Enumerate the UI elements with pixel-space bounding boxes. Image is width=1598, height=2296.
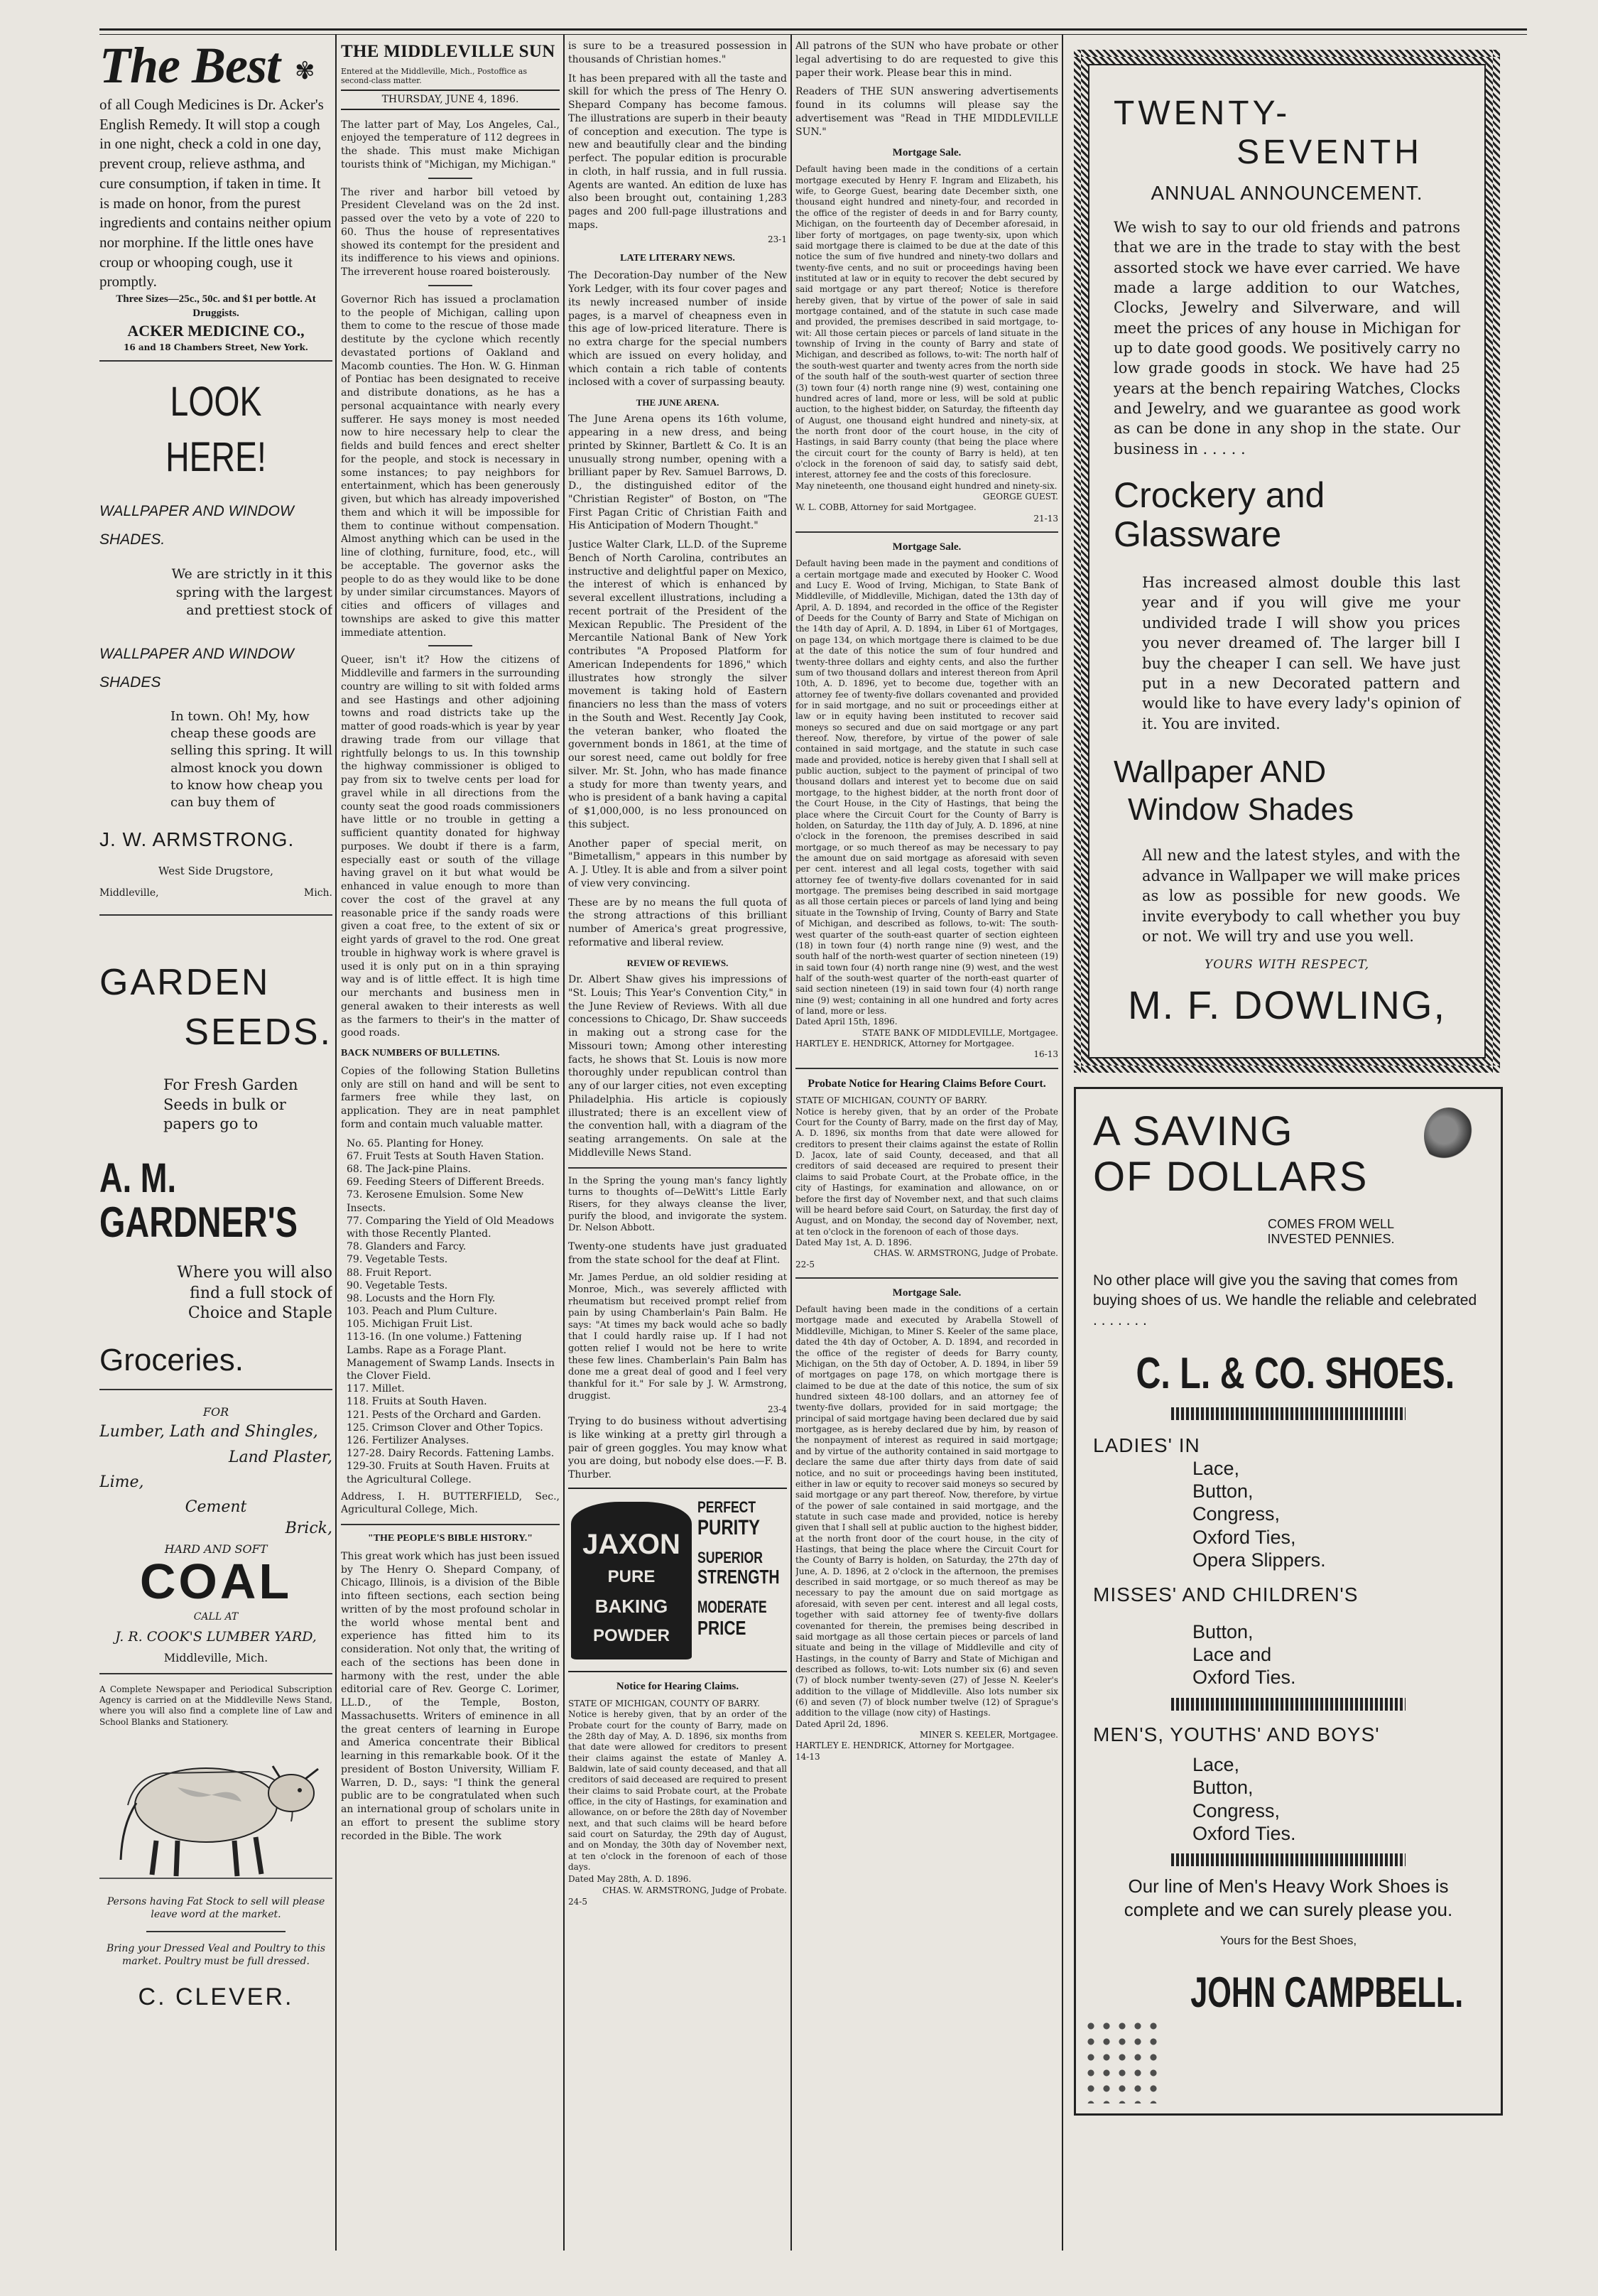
cook-lumber-yard: J. R. COOK'S LUMBER YARD,: [115, 1628, 317, 1645]
bulletin-item: 118. Fruits at South Haven.: [347, 1396, 487, 1408]
best-title: The Best: [99, 37, 280, 94]
wallpaper-heading-2: WALLPAPER AND WINDOW SHADES: [99, 646, 294, 691]
bird-icon: [1424, 1108, 1474, 1164]
divider: [795, 531, 1058, 533]
bulletin-item: 77. Comparing the Yield of Old Meadows with those Recently Planted.: [347, 1215, 555, 1240]
mortgage-sale-date-3: Dated April 2d, 1896.: [795, 1718, 889, 1729]
col-divider-2: [563, 34, 565, 2251]
coal-heading: COAL: [139, 1553, 293, 1609]
dollars-heading: OF DOLLARS: [1093, 1153, 1369, 1200]
column-2: [341, 34, 560, 2272]
call-at-label: CALL AT: [193, 1610, 239, 1623]
armstrong-state: Mich.: [303, 887, 332, 899]
jaxon-ad: [568, 1488, 787, 1672]
strength-label: STRENGTH: [697, 1566, 780, 1588]
moderate-label: MODERATE: [697, 1598, 767, 1618]
wallpaper-heading: Wallpaper AND: [1114, 754, 1327, 789]
hearing-claims-text: Notice is hereby given, that by an order of the Probate court for the county of Barry, made on the 28th day of May, A. D. 1896, six months from that date were allowed for creditors to present their claims against the estate of Manley A. Baldwin, late of said county deceased, and that all creditors of said deceased are required to present their claims to said Probate court, at the Probate office, in the city of Hastings, for examination and allowance, on or before the 28th day of November next, and that such claims will be heard before said court on Saturday, the 29th day of August, and on Monday, the 30th day of November next, at ten o'clock in the forenoon of each of those days.: [568, 1709, 787, 1873]
price-label: PRICE: [697, 1616, 746, 1639]
hearing-claims-state: STATE OF MICHIGAN, COUNTY OF BARRY.: [568, 1699, 760, 1709]
probate-text: Notice is hereby given, that by an order of the Probate Court for the County of Barry, made on the first day of May, A. D. 1896, six months from that date were allowed for creditors to present their claims against the estate of Rollin D. Jacox, late of said County, deceased, and that all creditors of said deceased are required to present their claims to said Probate Court, at the Probate office, in the city of Hastings, for examination and allowance, on or before the first day of November next, and that such claims will be heard before said Court, on Saturday, the first day of August, and on Monday, the second day of November, next, at ten o'clock in the forenoon of each of those days.: [795, 1106, 1058, 1237]
mortgage-sale-attorney-2: HARTLEY E. HENDRICK, Attorney for Mortgagee.: [795, 1039, 1015, 1049]
notice-number: 14-13: [795, 1751, 820, 1762]
shoe-style: Oxford Ties,: [1192, 1526, 1296, 1548]
notice-number: 22-5: [795, 1259, 815, 1269]
shoe-style: Button,: [1192, 1620, 1254, 1642]
dowling-ad-inner: [1088, 64, 1486, 1058]
garden-heading: GARDEN: [99, 961, 271, 1003]
grapes-ornament: [1083, 2018, 1161, 2103]
acker-address: 16 and 18 Chambers Street, New York.: [123, 342, 308, 352]
gardner-name: GARDNER'S: [99, 1198, 298, 1247]
agency-text: A Complete Newspaper and Periodical Subscription Agency is carried on at the Middleville News Stand, where you will also find a complete line of Law and School Blanks and Stationery.: [99, 1684, 332, 1727]
cl-shoes-heading: C. L. & CO. SHOES.: [1136, 1348, 1455, 1398]
mortgage-sale-mortgagee-3: MINER S. KEELER, Mortgagee.: [919, 1730, 1058, 1740]
mortgage-sale-heading-3: Mortgage Sale.: [892, 1287, 962, 1299]
bulletin-item: 90. Vegetable Tests.: [347, 1279, 448, 1292]
bulletin-item: 73. Kerosene Emulsion. Some New Insects.: [347, 1189, 523, 1214]
hearing-claims-dated: Dated May 28th, A. D. 1896.: [568, 1873, 692, 1884]
no-other-place-text: No other place will give you the saving that comes from buying shoes of us. We handle the reliable and celebrated . . . . . . .: [1093, 1272, 1477, 1329]
bulletin-item: 69. Feeding Steers of Different Breeds.: [347, 1176, 545, 1188]
divider: [341, 1524, 560, 1525]
dowling-name: M. F. DOWLING,: [1128, 982, 1446, 1028]
bulletin-item: 98. Locusts and the Horn Fly.: [347, 1292, 496, 1304]
bulletin-item: 125. Crimson Clover and Other Topics.: [347, 1422, 543, 1434]
review-heading: REVIEW OF REVIEWS.: [626, 957, 729, 968]
mortgage-sale-attorney-3: HARTLEY E. HENDRICK, Attorney for Mortgagee.: [795, 1740, 1015, 1751]
probate-dated: Dated May 1st, A. D. 1896.: [795, 1237, 912, 1247]
bulletins-heading: BACK NUMBERS OF BULLETINS.: [341, 1048, 500, 1059]
maple-leaf-icon: ✾: [295, 57, 315, 85]
plaster-text: Land Plaster,: [228, 1448, 332, 1466]
perfect-label: PERFECT: [697, 1498, 756, 1516]
shoe-style: Lace and: [1192, 1643, 1272, 1665]
wallpaper-heading-1: WALLPAPER AND WINDOW SHADES.: [99, 503, 294, 548]
notice-number: 24-5: [568, 1896, 587, 1907]
probate-signature: CHAS. W. ARMSTRONG, Judge of Probate.: [874, 1248, 1058, 1259]
wallpaper-text: All new and the latest styles, and with the advance in Wallpaper we will make prices as low as possible for new goods. We invite everybody to call whether you buy or not. We will try and use you well.: [1142, 847, 1460, 945]
gardner-initials: A. M.: [99, 1155, 177, 1202]
glassware-heading: Glassware: [1114, 514, 1282, 555]
purity-label: PURITY: [697, 1516, 761, 1540]
lumber-text: Lumber, Lath and Shingles,: [99, 1423, 318, 1441]
seventh-heading: SEVENTH: [1236, 134, 1423, 171]
literary-news-text: The Decoration-Day number of the New York Ledger, with its four cover pages and its newly increased number of inside pages, is a marvel of cheapness even in this age of low-priced literature. There is no extra charge for the special numbers which are issued on every holiday, and which contain a rich table of contents inclosed with a cover of surpassing beauty.: [568, 270, 787, 389]
shoe-style: Oxford Ties.: [1192, 1667, 1296, 1689]
for-label: FOR: [202, 1404, 229, 1419]
mortgage-sale-heading-1: Mortgage Sale.: [892, 147, 962, 159]
mortgage-sale-date-1: May nineteenth, one thousand eight hundred and ninety-six.: [795, 480, 1058, 491]
best-text: of all Cough Medicines is Dr. Acker's English Remedy. It will stop a cough in one night, check a cold in one day, prevent croup, relieve asthma, and cure consumption, if taken in time. It is made on honor, from the purest ingredients and contains neither opium nor morphine. If the little ones have croup or whooping cough, use it promptly.: [99, 96, 332, 291]
twenty-heading: TWENTY-: [1114, 94, 1291, 132]
bulletin-item: 105. Michigan Fruit List.: [347, 1318, 473, 1331]
early-risers-text: In the Spring the young man's fancy lightly turns to thoughts of—DeWitt's Little Early Risers, for they always cleanse the liver, purify the blood, and invigorate the system. Dr. Nelson Abbott.: [568, 1175, 787, 1234]
look-here: LOOK HERE!: [165, 378, 266, 480]
divider: [1171, 1853, 1406, 1866]
acker-company: ACKER MEDICINE CO.,: [127, 322, 305, 340]
fat-stock-text: Persons having Fat Stock to sell will please leave word at the market.: [107, 1895, 325, 1920]
dowling-intro: We wish to say to our old friends and patrons that we are in the trade to stay with the best assorted stock we have ever carried. We have made a large addition to our Watches, Clocks, Jewelry and Silverware, and will meet the prices of any house in Michigan for up to date good goods. We positively carry no low grade goods in stock. We have had 25 years at the bench repairing Watches, Clocks and Jewelry, and we guarantee as good work as can be done in any shop in the state. Our business in . . . . .: [1114, 219, 1460, 457]
jaxon-powder: POWDER: [593, 1625, 670, 1645]
mortgage-sale-mortgagee-1: GEORGE GUEST.: [982, 492, 1058, 502]
column-4: [795, 34, 1058, 2272]
hearing-claims-signature: CHAS. W. ARMSTRONG, Judge of Probate.: [602, 1885, 787, 1895]
col-divider-4: [1062, 34, 1063, 2251]
bulletin-item: No. 65. Planting for Honey.: [347, 1137, 484, 1149]
article-river-harbor: The river and harbor bill vetoed by President Cleveland was on the 2d inst. passed over the veto by a vote of 220 to 60. Thus the house of representatives showed its contempt for the president and its indifference to his views and opinions. The irreverent house roared boisterously.: [341, 186, 560, 278]
shoe-style: Button,: [1192, 1777, 1254, 1799]
divider: [99, 1389, 332, 1390]
divider: [428, 178, 472, 179]
crockery-text: Has increased almost double this last year and if you will give me your undivided trade I will show you prices you never dreamed of. The larger bill I buy the cheaper I can sell. We have just put in a new Decorated pattern and would like to have every lady's opinion of it. You are invited.: [1142, 574, 1460, 732]
column-3: [568, 34, 787, 2272]
divider: [795, 1277, 1058, 1279]
col-divider-1: [335, 34, 337, 2251]
bulletin-item: 127-28. Dairy Records. Fattening Lambs.: [347, 1448, 555, 1460]
issue-date: THURSDAY, JUNE 4, 1896.: [341, 90, 560, 110]
seeds-heading: SEEDS.: [184, 1011, 332, 1053]
shoe-style: Opera Slippers.: [1192, 1549, 1326, 1571]
bulletin-item: 117. Millet.: [347, 1383, 405, 1395]
bulletin-item: 113-16. (In one volume.) Fattening Lambs. Rape as a Forage Plant. Management of Swamp Lands. Insects in the Clover Field.: [347, 1331, 555, 1382]
annual-announcement: ANNUAL ANNOUNCEMENT.: [1151, 182, 1423, 204]
bulletin-item: 126. Fertilizer Analyses.: [347, 1434, 469, 1446]
mortgage-sale-text-3: Default having been made in the conditions of a certain mortgage made and executed by Arabella Stowell of Middleville, Michigan, to Miner S. Keeler of the same place, dated the 4th day of October, A. D. 1894, and recorded in the office of the register of deeds for Barry county, Michigan, on the 5th day of October, A. D. 1894, in liber 59 of mortgages on page 178, on which mortgage there is claimed to be due at the date of this notice, the sum of six hundred sixteen 48-100 dollars, and an attorney fee of twenty-five dollars, provided for in said mortgage; the principal of said mortgage having been declared due by said mortgagee, as is hereby declared due by him, by reason of the nonpayment of interest as required in said mortgage; and by virtue of the authority contained in said mortgage to declare the same due after thirty days from date of said notice, and no suit or proceedings having been instituted, either in law or equity to recover said moneys so secured by said mortgage or any part thereof. Now, therefore, by virtue of the power of sale contained in said mortgage, and the statute in such case made and provided, notice is hereby given that I shall sell at public auction to the highest bidder, at the north front door of the court house, in the city of Hastings, that being the place where the Circuit Court for the County of Barry is holden, on Saturday, the 27th day of June, A. D. 1896, at 2 o'clock in the afternoon, the premises described in said mortgage, or so much thereof as may be necessary to pay the amount due on said mortgage as aforesaid, with seven per cent. interest and all legal costs, together with said attorney fee of twenty-five dollars covenanted for therein, the premises being described in said mortgage as all those certain pieces or parcels of land situate and being in the village of Middleville and city of Hastings, in the county of Barry and State of Michigan and described as follows, to-wit: Lots number six (6) and seven (7) of block number twenty-seven (27) of Jesse N. Keeler's addition to the village of Middleville. Also lots number six (6) and seven (7) of block number twelve (12) of Sprague's addition to the village (now city) of Hastings.: [795, 1304, 1058, 1718]
mortgage-sale-attorney-1: W. L. COBB, Attorney for said Mortgagee.: [795, 502, 977, 513]
groceries-heading: Groceries.: [99, 1343, 244, 1377]
comes-from-well: COMES FROM WELL: [1267, 1216, 1394, 1231]
bulletin-item: 121. Pests of the Orchard and Garden.: [347, 1409, 541, 1421]
june-arena-heading: THE JUNE ARENA.: [636, 397, 719, 408]
misses-heading: MISSES' AND CHILDREN'S: [1093, 1583, 1359, 1605]
campbell-name: JOHN CAMPBELL.: [1190, 1969, 1464, 2017]
crockery-heading: Crockery and: [1114, 475, 1325, 516]
dressed-veal-text: Bring your Dressed Veal and Poultry to this market. Poultry must be full dressed.: [106, 1943, 326, 1968]
shoe-style: Button,: [1192, 1480, 1254, 1502]
saving-heading: A SAVING: [1093, 1108, 1294, 1154]
mortgage-sale-text-2: Default having been made in the payment and conditions of a certain mortgage made and executed by Hooker C. Wood and Lucy E. Wood of Irving, Michigan, to State Bank of Middleville, of Middleville, Michigan, dated the 13th day of April, A. D. 1894, and recorded in the office of the Register of Deeds for the County of Barry and State of Michigan on the 14th day of April, A. D. 1894, in Liber 61 of Mortgages, on page 134, on which mortgage there is claimed to be due at the date of this notice the sum of four hundred and twenty-three dollars and eighty cents, and also the further sum of two thousand dollars and interest thereon from April 10th, A. D. 1896, yet to become due, together with an attorney fee of twenty-five dollars covenanted and provided for in said mortgage, and no suit or proceedings either at law or in equity having been instituted to recover said moneys so secured and due on said mortgage or any part thereof. Now, therefore, by virtue of the power of sale contained in said mortgage, and the statute in such case made and provided, notice is hereby given that I shall sell at public auction, subject to the payment of principal of two thousand dollars and interest yet to become due on said mortgage, to the highest bidder, at the north front door of the Court House, in the City of Hastings, that being the place where the Circuit Court for the County of Barry is holden, on Saturday, the 11th day of July, A. D. 1896, at nine o'clock in the forenoon, the premises described in said mortgage, or so much thereof as may be necessary to pay the amount due on said mortgage as aforesaid with seven per cent. interest and all legal costs, together with said attorney fee of twenty-five dollars covenanted for in said mortgage. The premises being described in said mortgage as all those certain pieces or parcels of land lying and being situate in the Township of Irving, County of Barry and State of Michigan, and described as follows, to-wit: The south-west quarter of the south-east quarter of section eighteen (18) in town four (4) north range nine (9) west, and the south half of the north-west quarter of section nineteen (19) in said town four (4) north range nine (9) west, and the west half of the south-west quarter of the north-east quarter of said section nineteen (19) in said town four (4) north range nine (9) west; containing in all one hundred and forty acres of land, more or less.: [795, 558, 1058, 1017]
bulletin-item: 103. Peach and Plum Culture.: [347, 1306, 498, 1318]
mortgage-sale-heading-2: Mortgage Sale.: [892, 541, 962, 553]
jaxon-baking: BAKING: [594, 1596, 668, 1618]
perdue-text: Mr. James Perdue, an old soldier residing at Monroe, Mich., was severely afflicted with rheumatism but received prompt relief from pain by using Chamberlain's Pain Balm. He says: "At times my back would ache so badly that I could hardly raise up. If I had not gotten relief I would not be here to write these few lines. Chamberlain's Pain Balm has done me a great deal of good and I feel very thankful for it." For sale by J. W. Armstrong, druggist.: [568, 1272, 787, 1402]
patrons-notice: All patrons of the SUN who have probate or other legal advertising to do are requested to give this paper their work. Please bear this in mind.: [795, 40, 1058, 79]
divider: [99, 914, 332, 916]
mortgage-sale-bank: STATE BANK OF MIDDLEVILLE, Mortgagee.: [861, 1027, 1058, 1038]
arena-text-4: These are by no means the full quota of the strong attractions of this brilliant number of America's great progressive, reformative and liberal review.: [568, 897, 787, 948]
bible-history-heading: "THE PEOPLE'S BIBLE HISTORY.": [367, 1533, 533, 1544]
divider: [428, 645, 472, 646]
deaf-school-text: Twenty-one students have just graduated from the state school for the deaf at Flint.: [568, 1240, 787, 1266]
probate-state: STATE OF MICHIGAN, COUNTY OF BARRY.: [795, 1095, 987, 1106]
review-text: Dr. Albert Shaw gives his impressions of "St. Louis; This Year's Convention City," in the June Review of Reviews. With all due concessions to Chicago, Dr. Shaw succeeds in making out a strong case for the Missouri town; Among other interesting facts, he shows that St. Louis is now more thoroughly under republican control than any of our larger cities, not even excepting Philadelphia. His article is copiously illustrated; there is an excellent view of the convention hall, with a diagram of the seating arrangements. On sale at the Middleville News Stand.: [568, 974, 787, 1159]
lime-text: Lime,: [99, 1473, 144, 1491]
shoe-style: Congress,: [1192, 1503, 1281, 1525]
arena-text-1: The June Arena opens its 16th volume, appearing in a new dress, and being printed by Skinner, Bartlett & Co. It is an unusually strong number, opening with a brilliant paper by Rev. Samuel Barrows, D. D., the distinguished editor of the "Christian Register" of Boston, on "The First Pagan Critic of Christian Faith and His Anticipation of Modern Thought.": [568, 413, 787, 532]
butterfield-address: Address, I. H. BUTTERFIELD, Sec., Agricultural College, Mich.: [341, 1490, 560, 1516]
hearing-claims-heading: Notice for Hearing Claims.: [616, 1680, 739, 1692]
bulletin-item: 79. Vegetable Tests.: [347, 1254, 448, 1266]
arena-text-3: Another paper of special merit, on "Bimetallism," appears in this number by A. J. Utley. It is able and from a silver point of view very convincing.: [568, 838, 787, 889]
divider: [795, 1068, 1058, 1069]
bulletin-item: 67. Fruit Tests at South Haven Station.: [347, 1150, 545, 1162]
bulletins-list: [341, 1137, 560, 1486]
mortgage-sale-date-2: Dated April 15th, 1896.: [795, 1017, 898, 1027]
superior-label: SUPERIOR: [697, 1549, 763, 1567]
article-los-angeles: The latter part of May, Los Angeles, Cal., enjoyed the temperature of 112 degrees in the shade. This must make Michigan tourists think of "Michigan, my Michigan.": [341, 119, 560, 170]
bulletin-item: 78. Glanders and Farcy.: [347, 1241, 467, 1253]
divider: [99, 360, 332, 362]
ladies-heading: LADIES' IN: [1093, 1434, 1200, 1456]
where-text: Where you will also find a full stock of Choice and Staple: [177, 1264, 332, 1323]
shoe-style: Lace,: [1192, 1457, 1240, 1479]
shoe-style: Congress,: [1192, 1799, 1281, 1821]
dowling-ad: [1074, 50, 1500, 1073]
notice-number: 16-13: [1033, 1049, 1058, 1060]
armstrong-town: Middleville,: [99, 887, 159, 899]
hard-soft-label: HARD AND SOFT: [164, 1542, 268, 1556]
divider: [428, 285, 472, 286]
campbell-ad: [1074, 1087, 1503, 2116]
armstrong-name: J. W. ARMSTRONG.: [99, 828, 295, 850]
work-shoes-text: Our line of Men's Heavy Work Shoes is complete and we can surely please you.: [1124, 1875, 1453, 1920]
article-good-roads: Queer, isn't it? How the citizens of Middleville and farmers in the surrounding country are willing to sit with folded arms and see Hastings and other adjoining towns and road districts take up the matter of good roads-which is year by year drawing trade from our village that rightfully belongs to us. In this township the highway commissioner is obliged to pay from six to twelve cents per load for gravel while in all directions from the county seat the good roads commissioners have little or no trouble in getting a sufficient quantity donated for highway purposes. We doubt if there is a farm, especially east or south of the village having gravel on it but what would be enhanced in value enough to more than cover the cost of the gravel at any reasonable price if the sandy roads were given a coat free, to the extent of six or eight yards of gravel to the rod. One great trouble in highway work is where gravel is used it is only put on in a thin spraying way and is of little effect. It is high time our merchants and business men in general awaken to their interests as well as the farmers to their's in the matter of good roads.: [341, 654, 560, 1039]
advertising-text: Trying to do business without advertising is like winking at a pretty girl through a pair of green goggles. You may know what you are doing, but nobody else does.—F. B. Thurber.: [568, 1416, 787, 1481]
readers-notice: Readers of THE SUN answering advertisements found in its columns will please say the advertisement was "Read in THE MIDDLEVILLE SUN.": [795, 86, 1058, 138]
bible-history-text: This great work which has just been issued by The Henry O. Shepard Company, of Chicago, Illinois, is a division of the Bible into fifteen sections, each section being written of by the most profound scholar in the world whose mental bent and experience has fitted him to its consideration. Not only that, the writing of each of the sections has been done in harmony with the rest, under the able editorial care of Rev. George C. Lorimer, LL.D., of the Temple, Boston, Massachusetts. Writers of eminence in all the great centers of learning in Europe and America concentrate their Biblical learning in this remarkable book. Of it the president of Boston University, William F. Warren, D. D., says: "I think the general public are to be congratulated when such an international group of scholars unite in an effort to present the sublime story recorded in the Bible. The work: [341, 1550, 560, 1842]
in-town-text: In town. Oh! My, how cheap these goods are selling this spring. It will almost knock you down to know how cheap you can buy them of: [170, 708, 332, 811]
bulletins-intro: Copies of the following Station Bulletins only are still on hand and will be sent to farmers free while they last, on application. They are in neat pamphlet form and contain much valuable matter.: [341, 1065, 560, 1130]
column-1: [99, 34, 332, 2272]
jaxon-brand: JAXON: [582, 1528, 680, 1560]
bible-edition-text: It has been prepared with all the taste and skill for which the press of The Henry O. Shepard Company has become famous. The illustrations are superb in their beauty of conception and execution. The type is new and beautifully clear and the binding perfect. The popular edition is procurable in cloth, in half russia, and in full russia. Agents are wanted. An edition de luxe has also been brought out, containing 1,283 pages and 200 full-page illustrations and maps.: [568, 72, 787, 231]
divider: [99, 1673, 332, 1674]
cook-town: Middleville, Mich.: [163, 1651, 268, 1665]
jaxon-pure: PURE: [607, 1566, 656, 1586]
bulletin-item: 129-30. Fruits at South Haven. Fruits at the Agricultural College.: [347, 1461, 550, 1485]
mens-heading: MEN'S, YOUTHS' AND BOYS': [1093, 1723, 1380, 1745]
yours-with-respect: YOURS WITH RESPECT,: [1204, 958, 1370, 973]
west-side-drugstore: West Side Drugstore,: [158, 865, 273, 878]
cow-illustration: [99, 1738, 332, 1887]
mortgage-sale-text-1: Default having been made in the conditions of a certain mortgage executed by Henry F. Ingram and Elizabeth, his wife, to George Guest, bearing date December sixth, one thousand eight hundred and ninety-four, and recorded in the office of the register of deeds in and for Barry county, Michigan, on the fourteenth day of December aforesaid, in liber forty of mortgages, on page twenty-six, upon which said mortgage there is claimed to be due at the date of this notice the sum of five hundred and ninety-two dollars and twenty-five cents, and no suit or proceedings having been instituted at law or in equity to recover the debt secured by said mortgage or any part thereof; Notice is therefore hereby given, that by virtue of the power of sale in said mortgage contained, and of the statute in such case made and provided, the premises described in said mortgage, to-wit: All those certain pieces or parcels of land situate in the township of Irving in the county of Barry and state of Michigan, and described as follows, to-wit: The north half of the south-west quarter and twenty acres from the north side of the south half of the south-west quarter of section three (3) town four (4) north range nine (9) west, containing one hundred acres of land, more or less, will be sold at public auction, to the highest bidder, on Saturday, the fifteenth day of August, one thousand eight hundred and ninety-six, at the north front door of the court house, in the city of Hastings, in said Barry county (that being the place where the circuit court for the county of Barry is held), at ten o'clock in the forenoon of said day, to satisfy said debt, interest, attorney fee and the costs of this foreclosure.: [795, 164, 1058, 480]
strictly-text: We are strictly in it this spring with the largest and prettiest stock of: [171, 566, 332, 619]
shoe-style: Lace,: [1192, 1753, 1240, 1775]
postoffice-entry: Entered at the Middleville, Mich., Postoffice as second-class matter.: [341, 66, 527, 85]
bible-continued: is sure to be a treasured possession in thousands of Christian homes.": [568, 40, 787, 65]
divider: [568, 1167, 787, 1169]
shoe-style: Oxford Ties.: [1192, 1822, 1296, 1844]
window-shades-heading: Window Shades: [1128, 791, 1354, 827]
arena-text-2: Justice Walter Clark, LL.D. of the Supreme Bench of North Carolina, contributes an instructive and delightful paper on Mexico, the interest of which is enhanced by several excellent illustrations, including a recent portrait of the President of the Mexican Republic. The President of the Mercantile National Bank of New York contributes "A Proposed Platform for American Independents for 1896," which illustrates how strongly the silver movement is taking hold of Eastern financiers no less than the mass of voters in the South and West. Recently Jay Cook, the veteran banker, who floated the government bonds in 1861, at the time of our sorest need, came out boldly for free silver. Mr. St. John, who has made finance a study for more than twenty years, and who is president of a bank having a capital of $1,000,000, is no less pronounced on this subject.: [568, 539, 787, 830]
divider: [1171, 1698, 1406, 1711]
jaxon-can: [571, 1502, 692, 1659]
masthead: THE MIDDLEVILLE SUN: [341, 42, 555, 61]
article-governor-rich: Governor Rich has issued a proclamation to the people of Michigan, calling upon them to come to the rescue of those made destitute by the cyclone which recently devastated portions of Oakland and Macomb counties. The Hon. W. G. Hinman of Pontiac has been designated to receive and distribute donations, as he has a personal acquaintance with nearly every sufferer. He says money is most needed now to hire necessary help to clear the fields and build fences and erect shelter for the people, and stock is necessary in some instances; to pay neighbors for entertainment, which has been generously given, but which has already impoverished them and which it will be impossible for them to continue without compensation. Almost anything which can be used in the line of clothing, furniture, food, etc., will be acceptable. The governor asks the people to do as they would like to be done by under similar circumstances. Mayors of cities and officers of villages and townships are asked to give this matter immediate attention.: [341, 293, 560, 639]
best-sizes: Three Sizes—25c., 50c. and $1 per bottle. At Druggists.: [116, 293, 316, 320]
cement-text: Cement: [185, 1498, 247, 1516]
bulletin-item: 68. The Jack-pine Plains.: [347, 1164, 472, 1175]
literary-news-heading: LATE LITERARY NEWS.: [620, 252, 735, 264]
notice-number: 23-4: [768, 1404, 787, 1415]
top-rule: [99, 28, 1527, 31]
bulletin-item: 88. Fruit Report.: [347, 1267, 432, 1279]
divider: [146, 1931, 286, 1932]
fresh-seeds-text: For Fresh Garden Seeds in bulk or papers go to: [163, 1076, 298, 1132]
brick-text: Brick,: [285, 1520, 332, 1538]
yours-for-best-shoes: Yours for the Best Shoes,: [1219, 1934, 1357, 1948]
divider: [1171, 1407, 1406, 1420]
notice-number: 21-13: [1033, 513, 1058, 524]
col-divider-3: [790, 34, 792, 2251]
clever-name: C. CLEVER.: [138, 1983, 294, 2010]
probate-notice-heading: Probate Notice for Hearing Claims Before Court.: [808, 1077, 1046, 1090]
invested-pennies: INVESTED PENNIES.: [1267, 1231, 1395, 1246]
notice-number: 23-1: [768, 234, 787, 244]
